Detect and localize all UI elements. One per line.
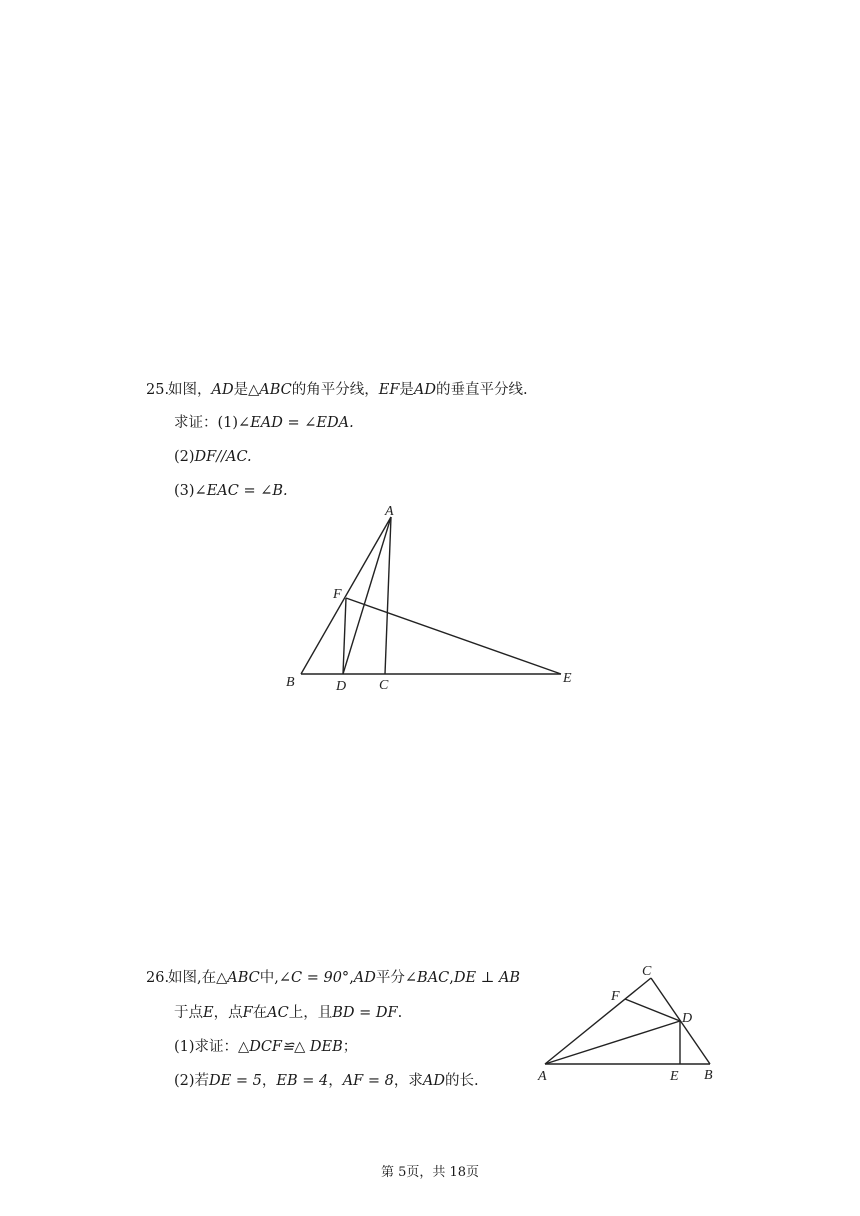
q25-segment-ac <box>385 517 391 674</box>
q26-part2: (2)若DE = 5，EB = 4，AF = 8，求AD的长. <box>174 1073 479 1089</box>
q26-label-b: B <box>704 1068 713 1083</box>
q26-segment-ac <box>545 978 651 1064</box>
q26-segment-fd <box>625 999 680 1021</box>
q26-label-a: A <box>538 1069 547 1084</box>
q26-stem-line2: 于点E，点F在AC上，且BD = DF. <box>174 1005 403 1021</box>
q25-number: 25. <box>146 382 170 398</box>
q25-segment-fd <box>343 598 346 674</box>
q25-label-a: A <box>385 504 394 519</box>
q26-segment-cb <box>651 978 710 1064</box>
q25-label-b: B <box>286 675 295 690</box>
q25-label-d: D <box>336 679 347 694</box>
q25-part1: 求证：(1)∠EAD = ∠EDA. <box>174 415 354 431</box>
q25-segment-ad <box>343 517 391 674</box>
q25-label-e: E <box>563 671 572 686</box>
q26-stem-line1: 26.如图,在△ABC中,∠C = 90°,AD平分∠BAC,DE ⊥ AB <box>146 970 521 986</box>
q26-label-d: D <box>682 1011 693 1026</box>
page-footer: 第 5页，共 18页 <box>380 1165 480 1180</box>
q25-segment-ab <box>301 517 391 674</box>
q26-part1: (1)求证：△DCF≌△ DEB； <box>174 1039 358 1055</box>
q26-segment-ad <box>545 1021 680 1064</box>
q25-label-c: C <box>379 678 389 693</box>
q26-label-c: C <box>642 964 652 979</box>
q25-part3: (3)∠EAC = ∠B. <box>174 483 288 499</box>
q26-label-e: E <box>670 1069 679 1084</box>
q25-label-f: F <box>333 587 342 602</box>
q25-part2: (2)DF//AC. <box>174 449 252 465</box>
q25-stem: 25.如图，AD是△ABC的角平分线，EF是AD的垂直平分线. <box>146 382 528 398</box>
q26-label-f: F <box>611 989 620 1004</box>
q25-segment-fe <box>346 598 561 674</box>
q26-number: 26. <box>146 970 170 986</box>
